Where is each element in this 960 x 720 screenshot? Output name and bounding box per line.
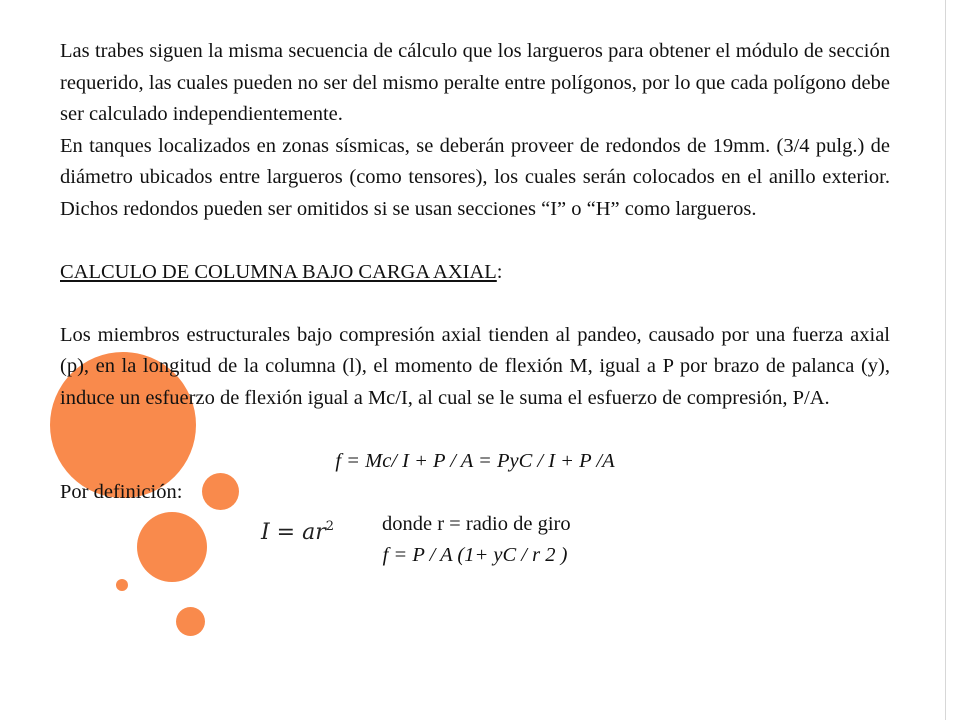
blank-line bbox=[60, 288, 890, 320]
definition-label: Por definición: bbox=[60, 481, 183, 503]
blank-line bbox=[60, 414, 890, 446]
formula-esfuerzo: f = Mc/ I + P / A = PyC / I + P /A bbox=[335, 449, 615, 472]
section-heading-text: CALCULO DE COLUMNA BAJO CARGA AXIAL bbox=[60, 260, 497, 283]
inertia-exponent: 2 bbox=[325, 518, 335, 534]
paragraph-compresion-axial: Los miembros estructurales bajo compresión axial tienden al pandeo, causado por una fuerza axial (p), en la longitud de la columna (l), el momento de flexión M, igual a P por brazo de palanca (y), induce un esfuerzo de flexión igual a Mc/I, al cual se le suma el esfuerzo de compresión, P/A. bbox=[60, 323, 890, 409]
inertia-definition-row bbox=[60, 509, 890, 545]
slide-body bbox=[60, 36, 890, 572]
slide-border-line bbox=[945, 0, 946, 720]
formula-esfuerzo-radio: f = P / A (1+ yC / r 2 ) bbox=[382, 544, 568, 566]
paragraph-zonas-sismicas: En tanques localizados en zonas sísmicas, se deberán proveer de redondos de 19mm. (3/4 pulg.) de diámetro ubicados entre largueros (como tensores), los cuales serán colocados en el anillo exterior. Dichos redondos pueden ser omitidos si se usan secciones “I” o “H” como largueros. bbox=[60, 134, 890, 220]
radius-note: donde r = radio de giro bbox=[382, 512, 571, 535]
section-heading bbox=[60, 257, 890, 289]
decorative-circle-small bbox=[116, 579, 128, 591]
inertia-equation-image bbox=[261, 513, 373, 545]
blank-line bbox=[60, 225, 890, 257]
inertia-equation: I = ar bbox=[261, 519, 326, 545]
decorative-circle-lower bbox=[176, 607, 205, 636]
section-heading-colon: : bbox=[496, 260, 503, 283]
paragraph-trabes: Las trabes siguen la misma secuencia de cálculo que los largueros para obtener el módulo de sección requerido, las cuales pueden no ser del mismo peralte entre polígonos, por lo que cada polígono debe ser calculado independientemente. bbox=[60, 40, 890, 125]
